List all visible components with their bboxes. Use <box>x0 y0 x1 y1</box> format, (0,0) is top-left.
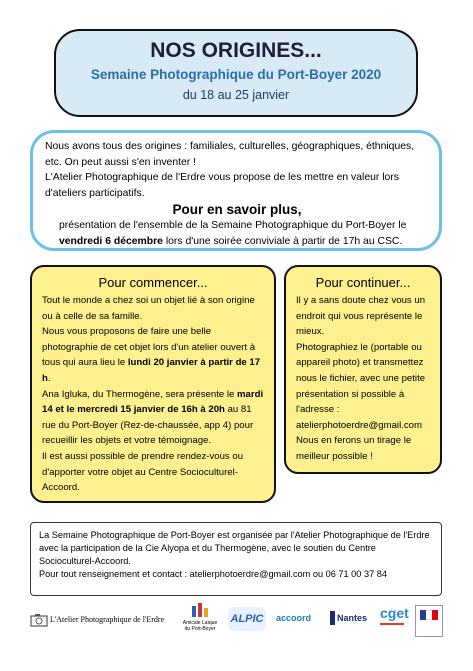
collection-dates: mardi 14 et le mercredi 15 janvier de 16h à 20h <box>42 388 264 416</box>
start-text-2 <box>42 324 264 386</box>
alpic-logo-text: ALPIC <box>230 613 264 625</box>
cget-bar-icon <box>380 623 404 625</box>
continue-text-3: Nous en ferons un tirage le meilleur possible ! <box>296 435 412 462</box>
start-text-3a: Ana Igluka, du Thermogène, sera présente le <box>42 388 238 400</box>
cget-logo <box>380 605 410 625</box>
start-text-1: Tout le monde a chez soi un objet lié à son origine ou à celle de sa famille. <box>42 295 255 322</box>
atelier-logo-text: L'Atelier Photographique de l'Erdre <box>49 614 165 624</box>
intro-text-3a: présentation de l'ensemble de la Semaine Photographique du Port-Boyer le <box>59 220 407 231</box>
event-dates: du 18 au 25 janvier <box>182 88 290 102</box>
amicale-logo-text: Amicale Laïque du Port-Boyer <box>182 620 218 632</box>
intro-text-2: L'Atelier Photographique de l'Erdre vous propose de les mettre en valeur lors d'ateliers participatifs. <box>45 172 399 199</box>
start-heading: Pour commencer... <box>98 275 208 290</box>
workshop-date: lundi 20 janvier à partir de 17 h <box>42 357 261 384</box>
cget-logo-text: cget <box>380 605 409 621</box>
start-text-2b: . <box>47 372 51 384</box>
prefecture-logo <box>415 605 443 637</box>
intro-date: vendredi 6 décembre <box>59 235 163 247</box>
continue-box <box>284 265 442 474</box>
header-box <box>54 29 418 117</box>
accoord-logo-text: accoord <box>276 613 312 623</box>
intro-text-3 <box>45 218 429 249</box>
accoord-logo <box>276 614 322 624</box>
page-subtitle: Semaine Photographique du Port-Boyer 2020 <box>90 67 382 82</box>
intro-box <box>30 130 442 251</box>
intro-heading: Pour en savoir plus, <box>172 202 302 217</box>
page-title: NOS ORIGINES... <box>150 39 322 62</box>
sponsor-logos <box>30 603 442 637</box>
continue-text-2: Photographiez le (portable ou appareil photo) et transmettez nous le fichier, avec une petite présentation si possible à l'adresse : <box>296 341 426 416</box>
continue-heading: Pour continuer... <box>315 275 411 290</box>
start-text-4: Il est aussi possible de prendre rendez-vous ou d'apporter votre objet au Centre Socioculturel-Accoord. <box>42 450 244 494</box>
footer-text-1: La Semaine Photographique de Port-Boyer est organisée par l'Atelier Photographique de l'Erdre avec la participation de la Cie Alyopa et du Thermogène, avec le soutien du Centre Socioculturel-Accoord. <box>39 530 430 566</box>
camera-icon <box>30 613 48 627</box>
continue-text-1: Il y a sans doute chez vous un endroit qui vous représente le mieux. <box>296 295 426 338</box>
start-box <box>30 265 276 503</box>
footer-box <box>30 522 442 596</box>
start-text-2a: Nous vous proposons de faire une belle photographie de cet objet lors d'un atelier ouvert à tous qui aura lieu le <box>42 326 256 369</box>
contact-email: atelierphotoerdre@gmail.com <box>296 419 422 431</box>
intro-text-3b: lors d'une soirée conviviale à partir de 17h au CSC. <box>162 235 403 247</box>
french-flag-icon <box>420 610 438 620</box>
footer-contact: Pour tout renseignement et contact : atelierphotoerdre@gmail.com ou 06 71 00 37 84 <box>39 569 387 579</box>
atelier-logo <box>30 613 180 627</box>
nantes-mark-icon <box>330 611 335 625</box>
buildings-icon <box>190 603 210 617</box>
start-text-3 <box>42 387 264 449</box>
intro-text-1: Nous avons tous des origines : familiales, culturelles, géographiques, éthniques, etc. On peut aussi s'en inventer ! <box>45 141 415 168</box>
nantes-logo <box>330 611 374 625</box>
nantes-logo-text: Nantes <box>336 613 367 623</box>
amicale-logo <box>180 603 220 632</box>
start-text-3b: au 81 rue du Port-Boyer (Rez-de-chaussée, app 4) pour recueillir les objets et votre témoignage. <box>42 404 254 447</box>
alpic-logo <box>228 607 266 631</box>
